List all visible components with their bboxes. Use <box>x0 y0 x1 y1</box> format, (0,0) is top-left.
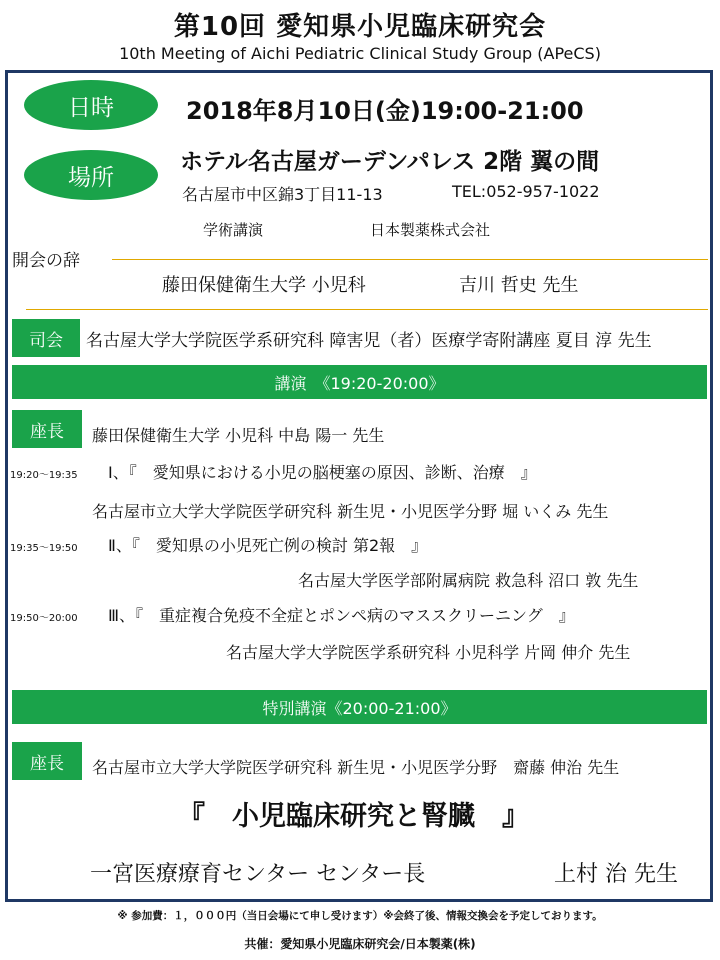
lecture-3-title: Ⅲ、『 重症複合免疫不全症とポンペ病のマススクリーニング 』 <box>108 606 575 625</box>
special-chair: 名古屋市立大学大学院医学研究科 新生児・小児医学分野 齋藤 伸治 先生 <box>92 758 620 777</box>
lecture-1-title: Ⅰ、『 愛知県における小児の脳梗塞の原因、診断、治療 』 <box>108 463 537 482</box>
special-affiliation: 一宮医療療育センター センター長 <box>90 862 426 887</box>
lecture-chair-label: 座長 <box>12 410 82 448</box>
venue-address: 名古屋市中区錦3丁目11-13 <box>182 185 383 204</box>
opening-divider-bottom <box>26 309 708 310</box>
opening-label: 開会の辞 <box>12 251 80 271</box>
opening-affiliation: 藤田保健衛生大学 小児科 <box>162 275 366 296</box>
opening-speaker: 吉川 哲史 先生 <box>459 275 579 296</box>
lecture-1-speaker: 名古屋市立大学大学院医学研究科 新生児・小児医学分野 堀 いくみ 先生 <box>92 502 609 521</box>
lecture-2-title: Ⅱ、『 愛知県の小児死亡例の検討 第2報 』 <box>108 536 428 555</box>
special-speaker: 上村 治 先生 <box>554 862 678 887</box>
lecture-2-speaker: 名古屋大学医学部附属病院 救急科 沼口 敦 先生 <box>298 571 639 590</box>
place-label-badge: 場所 <box>24 150 158 200</box>
co-host-line: 共催：愛知県小児臨床研究会/日本製薬(株) <box>244 937 476 951</box>
special-lecture-title: 『 小児臨床研究と腎臓 』 <box>178 801 529 832</box>
page-title: 第10回 愛知県小児臨床研究会 <box>173 12 547 42</box>
moderator-text: 名古屋大学大学院医学系研究科 障害児（者）医療学寄附講座 夏目 淳 先生 <box>86 331 652 351</box>
lecture-3-speaker: 名古屋大学大学院医学系研究科 小児科学 片岡 伸介 先生 <box>226 643 631 662</box>
event-datetime: 2018年8月10日(金)19:00-21:00 <box>186 97 584 125</box>
lecture-2-time: 19:35～19:50 <box>10 543 78 554</box>
venue-tel: TEL:052-957-1022 <box>452 182 600 201</box>
opening-divider-top <box>112 259 708 260</box>
co-sponsor-label: 学術講演 <box>203 221 264 239</box>
lecture-3-time: 19:50～20:00 <box>10 613 78 624</box>
participation-fee-note: ※ 参加費：１，０００円（当日会場にて申し受けます）※会終了後、情報交換会を予定しております。 <box>117 910 603 922</box>
special-chair-label: 座長 <box>12 742 82 780</box>
lecture-section-bar: 講演 《19:20-20:00》 <box>12 365 707 399</box>
moderator-label: 司会 <box>12 319 80 357</box>
lecture-chair: 藤田保健衛生大学 小児科 中島 陽一 先生 <box>92 426 385 445</box>
page-subtitle: 10th Meeting of Aichi Pediatric Clinical Study Group (APeCS) <box>119 44 601 63</box>
co-sponsor-name: 日本製薬株式会社 <box>370 221 491 239</box>
date-label-badge: 日時 <box>24 80 158 130</box>
lecture-1-time: 19:20～19:35 <box>10 470 78 481</box>
special-lecture-bar: 特別講演《20:00-21:00》 <box>12 690 707 724</box>
venue-name: ホテル名古屋ガーデンパレス 2階 翼の間 <box>180 149 600 175</box>
